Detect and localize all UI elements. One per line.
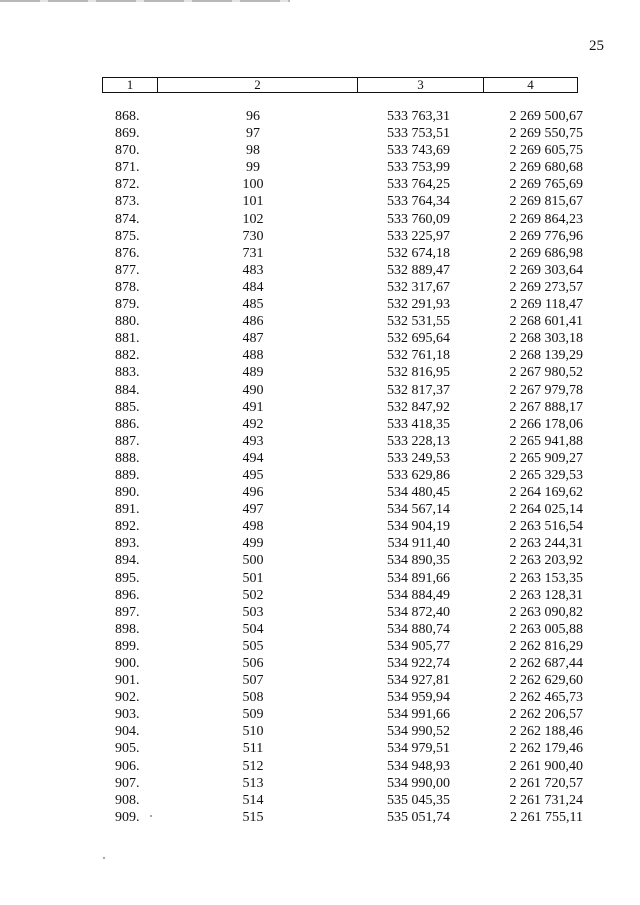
vertex-id: 495 xyxy=(242,467,264,483)
table-row xyxy=(0,501,640,518)
coord-x: 534 904,19 xyxy=(387,519,450,535)
point-number: 876. xyxy=(115,245,140,261)
coord-x: 534 927,81 xyxy=(387,673,450,689)
table-row xyxy=(0,792,640,809)
table-row xyxy=(0,416,640,433)
coord-x: 532 531,55 xyxy=(387,314,450,330)
coord-y: 2 269 765,69 xyxy=(509,177,583,193)
point-number: 878. xyxy=(115,279,140,295)
coord-x: 534 990,52 xyxy=(387,724,450,740)
table-row xyxy=(0,467,640,484)
point-number: 873. xyxy=(115,194,140,210)
table-row xyxy=(0,296,640,313)
coord-y: 2 265 329,53 xyxy=(509,467,583,483)
table-row xyxy=(0,740,640,757)
coord-x: 535 051,74 xyxy=(387,809,450,825)
vertex-id: 486 xyxy=(242,314,264,330)
table-row xyxy=(0,313,640,330)
table-row xyxy=(0,108,640,125)
coord-x: 534 991,66 xyxy=(387,707,450,723)
vertex-id: 485 xyxy=(242,297,264,313)
table-row xyxy=(0,279,640,296)
coord-y: 2 268 139,29 xyxy=(509,348,583,364)
table-row xyxy=(0,330,640,347)
coord-y: 2 263 203,92 xyxy=(509,553,583,569)
table-header xyxy=(102,77,578,93)
vertex-id: 512 xyxy=(242,758,264,774)
header-col-4: 4 xyxy=(527,77,534,92)
coord-y: 2 269 550,75 xyxy=(509,126,583,142)
coord-y: 2 262 188,46 xyxy=(509,724,583,740)
point-number: 891. xyxy=(115,502,140,518)
point-number: 871. xyxy=(115,160,140,176)
table-row xyxy=(0,364,640,381)
coord-y: 2 269 864,23 xyxy=(509,211,583,227)
coord-x: 532 847,92 xyxy=(387,399,450,415)
coord-x: 533 629,86 xyxy=(387,467,450,483)
table-row xyxy=(0,484,640,501)
vertex-id: 98 xyxy=(246,143,260,159)
table-row xyxy=(0,672,640,689)
vertex-id: 497 xyxy=(242,502,264,518)
point-number: 869. xyxy=(115,126,140,142)
table-row xyxy=(0,211,640,228)
vertex-id: 503 xyxy=(242,604,264,620)
point-number: 868. xyxy=(115,109,140,124)
coord-x: 533 760,09 xyxy=(387,211,450,227)
vertex-id: 513 xyxy=(242,775,264,791)
coord-y: 2 269 605,75 xyxy=(509,143,583,159)
vertex-id: 505 xyxy=(242,638,264,654)
coord-y: 2 269 776,96 xyxy=(509,228,583,244)
coord-x: 534 567,14 xyxy=(387,502,450,518)
coord-y: 2 264 169,62 xyxy=(509,485,583,501)
point-number: 905. xyxy=(115,741,140,757)
header-col-1: 1 xyxy=(103,78,158,92)
coord-y: 2 268 303,18 xyxy=(509,331,583,347)
point-number: 883. xyxy=(115,365,140,381)
coord-x: 533 743,69 xyxy=(387,143,450,159)
point-number: 879. xyxy=(115,297,140,313)
table-row xyxy=(0,758,640,775)
vertex-id: 511 xyxy=(242,741,264,757)
table-row xyxy=(0,125,640,142)
vertex-id: 484 xyxy=(242,279,264,295)
point-number: 902. xyxy=(115,690,140,706)
vertex-id: 488 xyxy=(242,348,264,364)
table-row xyxy=(0,723,640,740)
page-number: 25 xyxy=(589,38,604,54)
vertex-id: 731 xyxy=(242,245,264,261)
coord-y: 2 269 500,67 xyxy=(509,109,583,124)
coord-x: 533 249,53 xyxy=(387,450,450,466)
coord-x: 534 922,74 xyxy=(387,656,450,671)
vertex-id: 491 xyxy=(242,399,264,415)
coord-x: 533 418,35 xyxy=(387,416,450,432)
coord-y: 2 261 755,11 xyxy=(510,809,583,825)
coord-x: 532 817,37 xyxy=(387,382,450,398)
table-row xyxy=(0,587,640,604)
point-number: 874. xyxy=(115,211,140,227)
vertex-id: 97 xyxy=(246,126,260,142)
point-number: 872. xyxy=(115,177,140,193)
table-row xyxy=(0,450,640,467)
point-number: 898. xyxy=(115,621,140,637)
point-number: 896. xyxy=(115,587,140,603)
coord-x: 532 761,18 xyxy=(387,348,450,364)
vertex-id: 489 xyxy=(242,365,264,381)
point-number: 893. xyxy=(115,536,140,552)
vertex-id: 502 xyxy=(242,587,264,603)
coord-y: 2 261 731,24 xyxy=(509,792,583,808)
coord-x: 532 889,47 xyxy=(387,262,450,278)
coord-x: 534 480,45 xyxy=(387,485,450,501)
vertex-id: 100 xyxy=(242,177,264,193)
coord-x: 532 816,95 xyxy=(387,365,450,381)
coord-x: 534 890,35 xyxy=(387,553,450,569)
point-number: 885. xyxy=(115,399,140,415)
point-number: 870. xyxy=(115,143,140,159)
coord-y: 2 262 687,44 xyxy=(509,656,583,671)
table-row xyxy=(0,245,640,262)
table-row xyxy=(0,638,640,655)
coord-x: 534 959,94 xyxy=(387,690,450,706)
coord-y: 2 263 153,35 xyxy=(509,570,583,586)
coord-y: 2 261 720,57 xyxy=(509,775,583,791)
point-number: 892. xyxy=(115,519,140,535)
point-number: 887. xyxy=(115,433,140,449)
coord-x: 534 948,93 xyxy=(387,758,450,774)
vertex-id: 99 xyxy=(246,160,260,176)
point-number: 908. xyxy=(115,792,140,808)
coord-y: 2 262 179,46 xyxy=(509,741,583,757)
table-row xyxy=(0,382,640,399)
coord-y: 2 266 178,06 xyxy=(509,416,583,432)
coord-x: 533 753,51 xyxy=(387,126,450,142)
coord-y: 2 265 941,88 xyxy=(509,433,583,449)
coord-y: 2 264 025,14 xyxy=(509,502,583,518)
table-row xyxy=(0,159,640,176)
coord-x: 534 880,74 xyxy=(387,621,450,637)
coord-y: 2 263 244,31 xyxy=(509,536,583,552)
vertex-id: 498 xyxy=(242,519,264,535)
table-row xyxy=(0,604,640,621)
point-number: 894. xyxy=(115,553,140,569)
vertex-id: 515 xyxy=(242,809,264,825)
point-number: 890. xyxy=(115,485,140,501)
vertex-id: 500 xyxy=(242,553,264,569)
coord-x: 534 891,66 xyxy=(387,570,450,586)
point-number: 886. xyxy=(115,416,140,432)
coord-y: 2 261 900,40 xyxy=(509,758,583,774)
table-row xyxy=(0,176,640,193)
coord-x: 533 225,97 xyxy=(387,228,450,244)
vertex-id: 101 xyxy=(242,194,264,210)
point-number: 907. xyxy=(115,775,140,791)
scan-speck xyxy=(150,815,152,817)
table-row xyxy=(0,570,640,587)
header-col-3: 3 xyxy=(358,78,484,92)
point-number: 900. xyxy=(115,656,140,671)
coord-y: 2 262 629,60 xyxy=(509,673,583,689)
point-number: 903. xyxy=(115,707,140,723)
vertex-id: 96 xyxy=(246,109,260,124)
vertex-id: 506 xyxy=(242,656,264,671)
scan-speck xyxy=(103,857,105,859)
coord-x: 535 045,35 xyxy=(387,792,450,808)
vertex-id: 514 xyxy=(242,792,264,808)
table-row xyxy=(0,552,640,569)
coord-x: 534 872,40 xyxy=(387,604,450,620)
top-scan-rule xyxy=(0,0,290,2)
coord-y: 2 262 206,57 xyxy=(509,707,583,723)
table-row xyxy=(0,228,640,245)
coord-x: 534 911,40 xyxy=(387,536,450,552)
coord-x: 534 990,00 xyxy=(387,775,450,791)
coord-x: 532 695,64 xyxy=(387,331,450,347)
coord-x: 532 291,93 xyxy=(387,297,450,313)
vertex-id: 510 xyxy=(242,724,264,740)
vertex-id: 487 xyxy=(242,331,264,347)
coord-y: 2 263 090,82 xyxy=(509,604,583,620)
vertex-id: 483 xyxy=(242,262,264,278)
coord-x: 534 905,77 xyxy=(387,638,450,654)
point-number: 884. xyxy=(115,382,140,398)
vertex-id: 509 xyxy=(242,707,264,723)
coord-x: 533 764,34 xyxy=(387,194,450,210)
coord-y: 2 263 516,54 xyxy=(509,519,583,535)
point-number: 888. xyxy=(115,450,140,466)
vertex-id: 496 xyxy=(242,485,264,501)
table-row xyxy=(0,706,640,723)
coord-x: 533 764,25 xyxy=(387,177,450,193)
coord-y: 2 269 815,67 xyxy=(509,194,583,210)
coord-x: 532 674,18 xyxy=(387,245,450,261)
coord-x: 534 979,51 xyxy=(387,741,450,757)
coord-y: 2 269 118,47 xyxy=(510,297,583,313)
table-row xyxy=(0,809,640,826)
point-number: 906. xyxy=(115,758,140,774)
table-row xyxy=(0,621,640,638)
point-number: 882. xyxy=(115,348,140,364)
vertex-id: 508 xyxy=(242,690,264,706)
table-row xyxy=(0,518,640,535)
vertex-id: 492 xyxy=(242,416,264,432)
coord-y: 2 269 273,57 xyxy=(509,279,583,295)
vertex-id: 102 xyxy=(242,211,264,227)
vertex-id: 504 xyxy=(242,621,264,637)
point-number: 904. xyxy=(115,724,140,740)
coord-x: 534 884,49 xyxy=(387,587,450,603)
vertex-id: 493 xyxy=(242,433,264,449)
point-number: 909. xyxy=(115,809,140,825)
point-number: 895. xyxy=(115,570,140,586)
coord-y: 2 263 005,88 xyxy=(509,621,583,637)
point-number: 901. xyxy=(115,673,140,689)
table-row xyxy=(0,689,640,706)
coord-y: 2 265 909,27 xyxy=(509,450,583,466)
coord-x: 533 228,13 xyxy=(387,433,450,449)
table-row xyxy=(0,655,640,672)
coord-y: 2 263 128,31 xyxy=(509,587,583,603)
coord-y: 2 269 686,98 xyxy=(509,245,583,261)
vertex-id: 507 xyxy=(242,673,264,689)
point-number: 877. xyxy=(115,262,140,278)
coord-x: 532 317,67 xyxy=(387,279,450,295)
vertex-id: 494 xyxy=(242,450,264,466)
header-col-2: 2 xyxy=(158,78,358,92)
point-number: 875. xyxy=(115,228,140,244)
point-number: 881. xyxy=(115,331,140,347)
coord-y: 2 268 601,41 xyxy=(509,314,583,330)
vertex-id: 730 xyxy=(242,228,264,244)
coord-y: 2 269 680,68 xyxy=(509,160,583,176)
point-number: 889. xyxy=(115,467,140,483)
coord-y: 2 267 888,17 xyxy=(509,399,583,415)
table-row xyxy=(0,433,640,450)
coord-y: 2 267 979,78 xyxy=(509,382,583,398)
vertex-id: 501 xyxy=(242,570,264,586)
table-row xyxy=(0,775,640,792)
table-row xyxy=(0,262,640,279)
coord-y: 2 267 980,52 xyxy=(509,365,583,381)
coord-y: 2 262 465,73 xyxy=(509,690,583,706)
coord-x: 533 753,99 xyxy=(387,160,450,176)
table-row xyxy=(0,193,640,210)
coordinate-table-body xyxy=(0,108,640,826)
point-number: 899. xyxy=(115,638,140,654)
point-number: 880. xyxy=(115,314,140,330)
table-row xyxy=(0,347,640,364)
coord-y: 2 262 816,29 xyxy=(509,638,583,654)
coord-x: 533 763,31 xyxy=(387,109,450,124)
table-row xyxy=(0,142,640,159)
vertex-id: 490 xyxy=(242,382,264,398)
table-row xyxy=(0,535,640,552)
table-row xyxy=(0,399,640,416)
coord-y: 2 269 303,64 xyxy=(509,262,583,278)
point-number: 897. xyxy=(115,604,140,620)
vertex-id: 499 xyxy=(242,536,264,552)
